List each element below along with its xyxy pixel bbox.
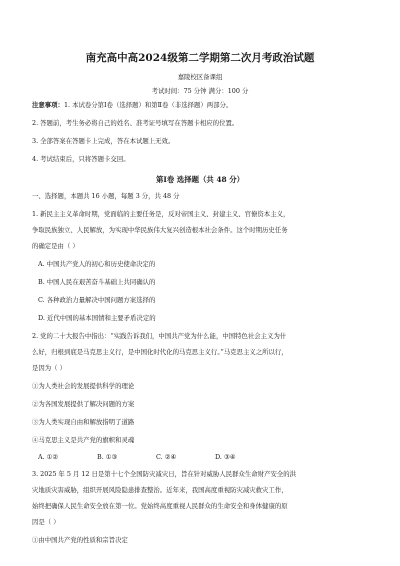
question-2-statement: ②为各国发展提供了解决问题的方案 <box>32 400 135 408</box>
notice-line: 4. 考试结束后，只将答题卡交回。 <box>32 155 130 163</box>
question-1-option: B. 中国人民在艰苦奋斗基础上共同确认的 <box>38 278 156 286</box>
question-2-line: 是因为（ ） <box>32 364 66 372</box>
question-1-option: D. 近代中国的基本国情和主要矛盾决定的 <box>38 314 156 322</box>
choice-c: C. ②④ <box>156 453 177 461</box>
exam-info: 考试时间：75 分钟 满分：100 分 <box>151 87 249 95</box>
question-3-line: 3. 2025 年 5 月 12 日是第十七个全国防灾减灾日，旨在针对威胁人民群众生命财产安全的洪 <box>32 470 297 478</box>
question-1-option: C. 各种政治力量解决中国问题方案选择的 <box>38 296 156 304</box>
question-1-line: 争取民族独立、人民解放，为实现中华民族伟大复兴创造根本社会条件。这个时期历史任务 <box>32 226 288 234</box>
question-3-line: 始终把确保人民生命安全放在第一位。党始终高度重视人民群众的生命安全和身体健康的原 <box>32 502 288 510</box>
notice-line <box>32 101 232 109</box>
question-2-statement: ①为人类社会的发展提供科学的理论 <box>32 382 135 390</box>
choice-d: D. ③④ <box>215 453 236 461</box>
question-2-statement: ③为人类实现自由和解放指明了道路 <box>32 418 135 426</box>
question-1-line: 1. 新民主主义革命时期，党面临的主要任务是，反对帝国主义、封建主义、官僚资本主义， <box>32 210 290 218</box>
choice-b: B. ①③ <box>97 453 118 461</box>
question-2-line: 2. 党的二十大报告中指出：“实践告诉我们，中国共产党为什么能，中国特色社会主义为什 <box>32 332 287 340</box>
question-3-statement: ①由中国共产党的性质和宗旨决定 <box>32 536 128 544</box>
section-title: 第Ⅰ卷 选择题（共 48 分） <box>156 175 244 184</box>
section-desc: 一、选择题，本题共 16 小题，每题 3 分，共 48 分 <box>32 192 180 200</box>
question-2-line: 么好，归根到底是马克思主义行，是中国化时代化的马克思主义行。”马克思主义之所以行， <box>32 348 288 356</box>
notice-text: 1. 本试卷分第Ⅰ卷（选择题）和第Ⅱ卷（非选择题）两部分。 <box>63 101 233 109</box>
question-2-choices <box>38 453 274 461</box>
question-1-line: 的确定是由（ ） <box>32 242 79 250</box>
question-3-line: 灾地质灾害威胁，组织开展风险隐患排查整治。近年来，我国高度重视防灾减灾救灾工作， <box>32 486 288 494</box>
campus-line: 嘉陵校区备课组 <box>177 73 223 81</box>
notice-line: 3. 全部答案在答题卡上完成，答在本试题上无效。 <box>32 137 175 145</box>
question-2-statement: ④马克思主义是共产党的旗帜和灵魂 <box>32 436 135 444</box>
question-1-option: A. 中国共产党人的初心和历史使命决定的 <box>38 260 156 268</box>
notice-line: 2. 答题前，考生务必将自己的姓名、准考证号填写在答题卡相应的位置。 <box>32 119 239 127</box>
choice-a: A. ①② <box>38 453 59 461</box>
notice-label: 注意事项： <box>32 101 64 109</box>
page-title: 南充高中高2024级第二学期第二次月考政治试题 <box>85 52 315 64</box>
question-3-line: 因是（ ） <box>32 518 60 526</box>
